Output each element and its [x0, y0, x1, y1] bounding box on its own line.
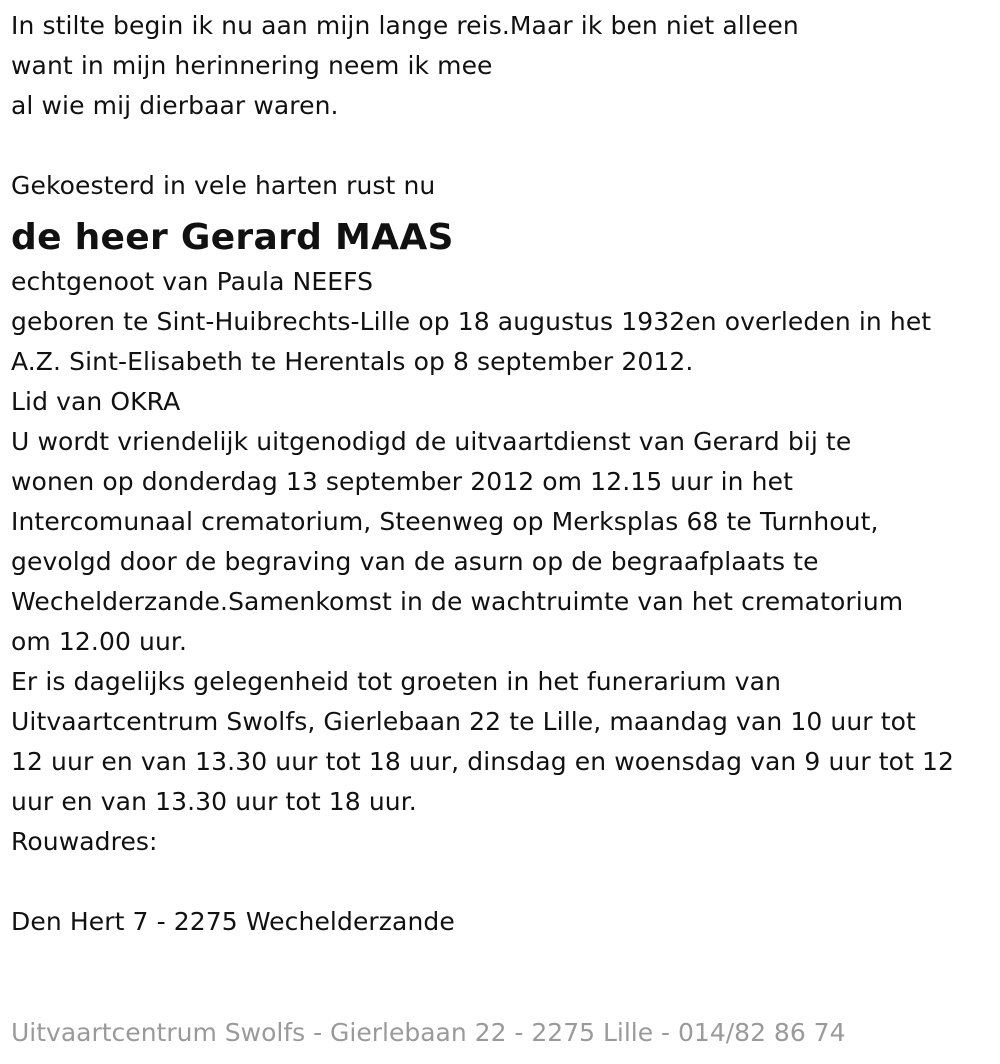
detail-line: Wechelderzande.Samenkomst in de wachtruimte van het crematorium: [11, 587, 904, 616]
poem-line-1: In stilte begin ik nu aan mijn lange reis.Maar ik ben niet alleen: [11, 11, 799, 40]
funeral-home-footer: Uitvaartcentrum Swolfs - Gierlebaan 22 - 2275 Lille - 014/82 86 74: [11, 1018, 846, 1047]
poem: [11, 6, 991, 126]
mourning-address-label: Rouwadres:: [11, 827, 158, 856]
poem-line-3: al wie mij dierbaar waren.: [11, 91, 339, 120]
obituary-details: [11, 262, 991, 862]
obituary-notice: [11, 6, 991, 942]
detail-line: Er is dagelijks gelegenheid tot groeten in het funerarium van: [11, 667, 782, 696]
detail-line: gevolgd door de begraving van de asurn op de begraafplaats te: [11, 547, 819, 576]
intro-text: Gekoesterd in vele harten rust nu: [11, 171, 436, 200]
poem-line-2: want in mijn herinnering neem ik mee: [11, 51, 493, 80]
deceased-name: de heer Gerard MAAS: [11, 217, 454, 258]
detail-line: Uitvaartcentrum Swolfs, Gierlebaan 22 te Lille, maandag van 10 uur tot: [11, 707, 916, 736]
detail-line: Intercomunaal crematorium, Steenweg op Merksplas 68 te Turnhout,: [11, 507, 879, 536]
detail-line: U wordt vriendelijk uitgenodigd de uitvaartdienst van Gerard bij te: [11, 427, 852, 456]
detail-line: A.Z. Sint-Elisabeth te Herentals op 8 september 2012.: [11, 347, 694, 376]
spacer: [11, 862, 991, 902]
mourning-address: Den Hert 7 - 2275 Wechelderzande: [11, 907, 455, 936]
detail-line: 12 uur en van 13.30 uur tot 18 uur, dinsdag en woensdag van 9 uur tot 12: [11, 747, 955, 776]
spacer: [11, 126, 991, 166]
detail-line: Lid van OKRA: [11, 387, 181, 416]
detail-line: wonen op donderdag 13 september 2012 om 12.15 uur in het: [11, 467, 793, 496]
detail-line: om 12.00 uur.: [11, 627, 188, 656]
detail-line: echtgenoot van Paula NEEFS: [11, 267, 374, 296]
detail-line: geboren te Sint-Huibrechts-Lille op 18 augustus 1932en overleden in het: [11, 307, 932, 336]
detail-line: uur en van 13.30 uur tot 18 uur.: [11, 787, 417, 816]
